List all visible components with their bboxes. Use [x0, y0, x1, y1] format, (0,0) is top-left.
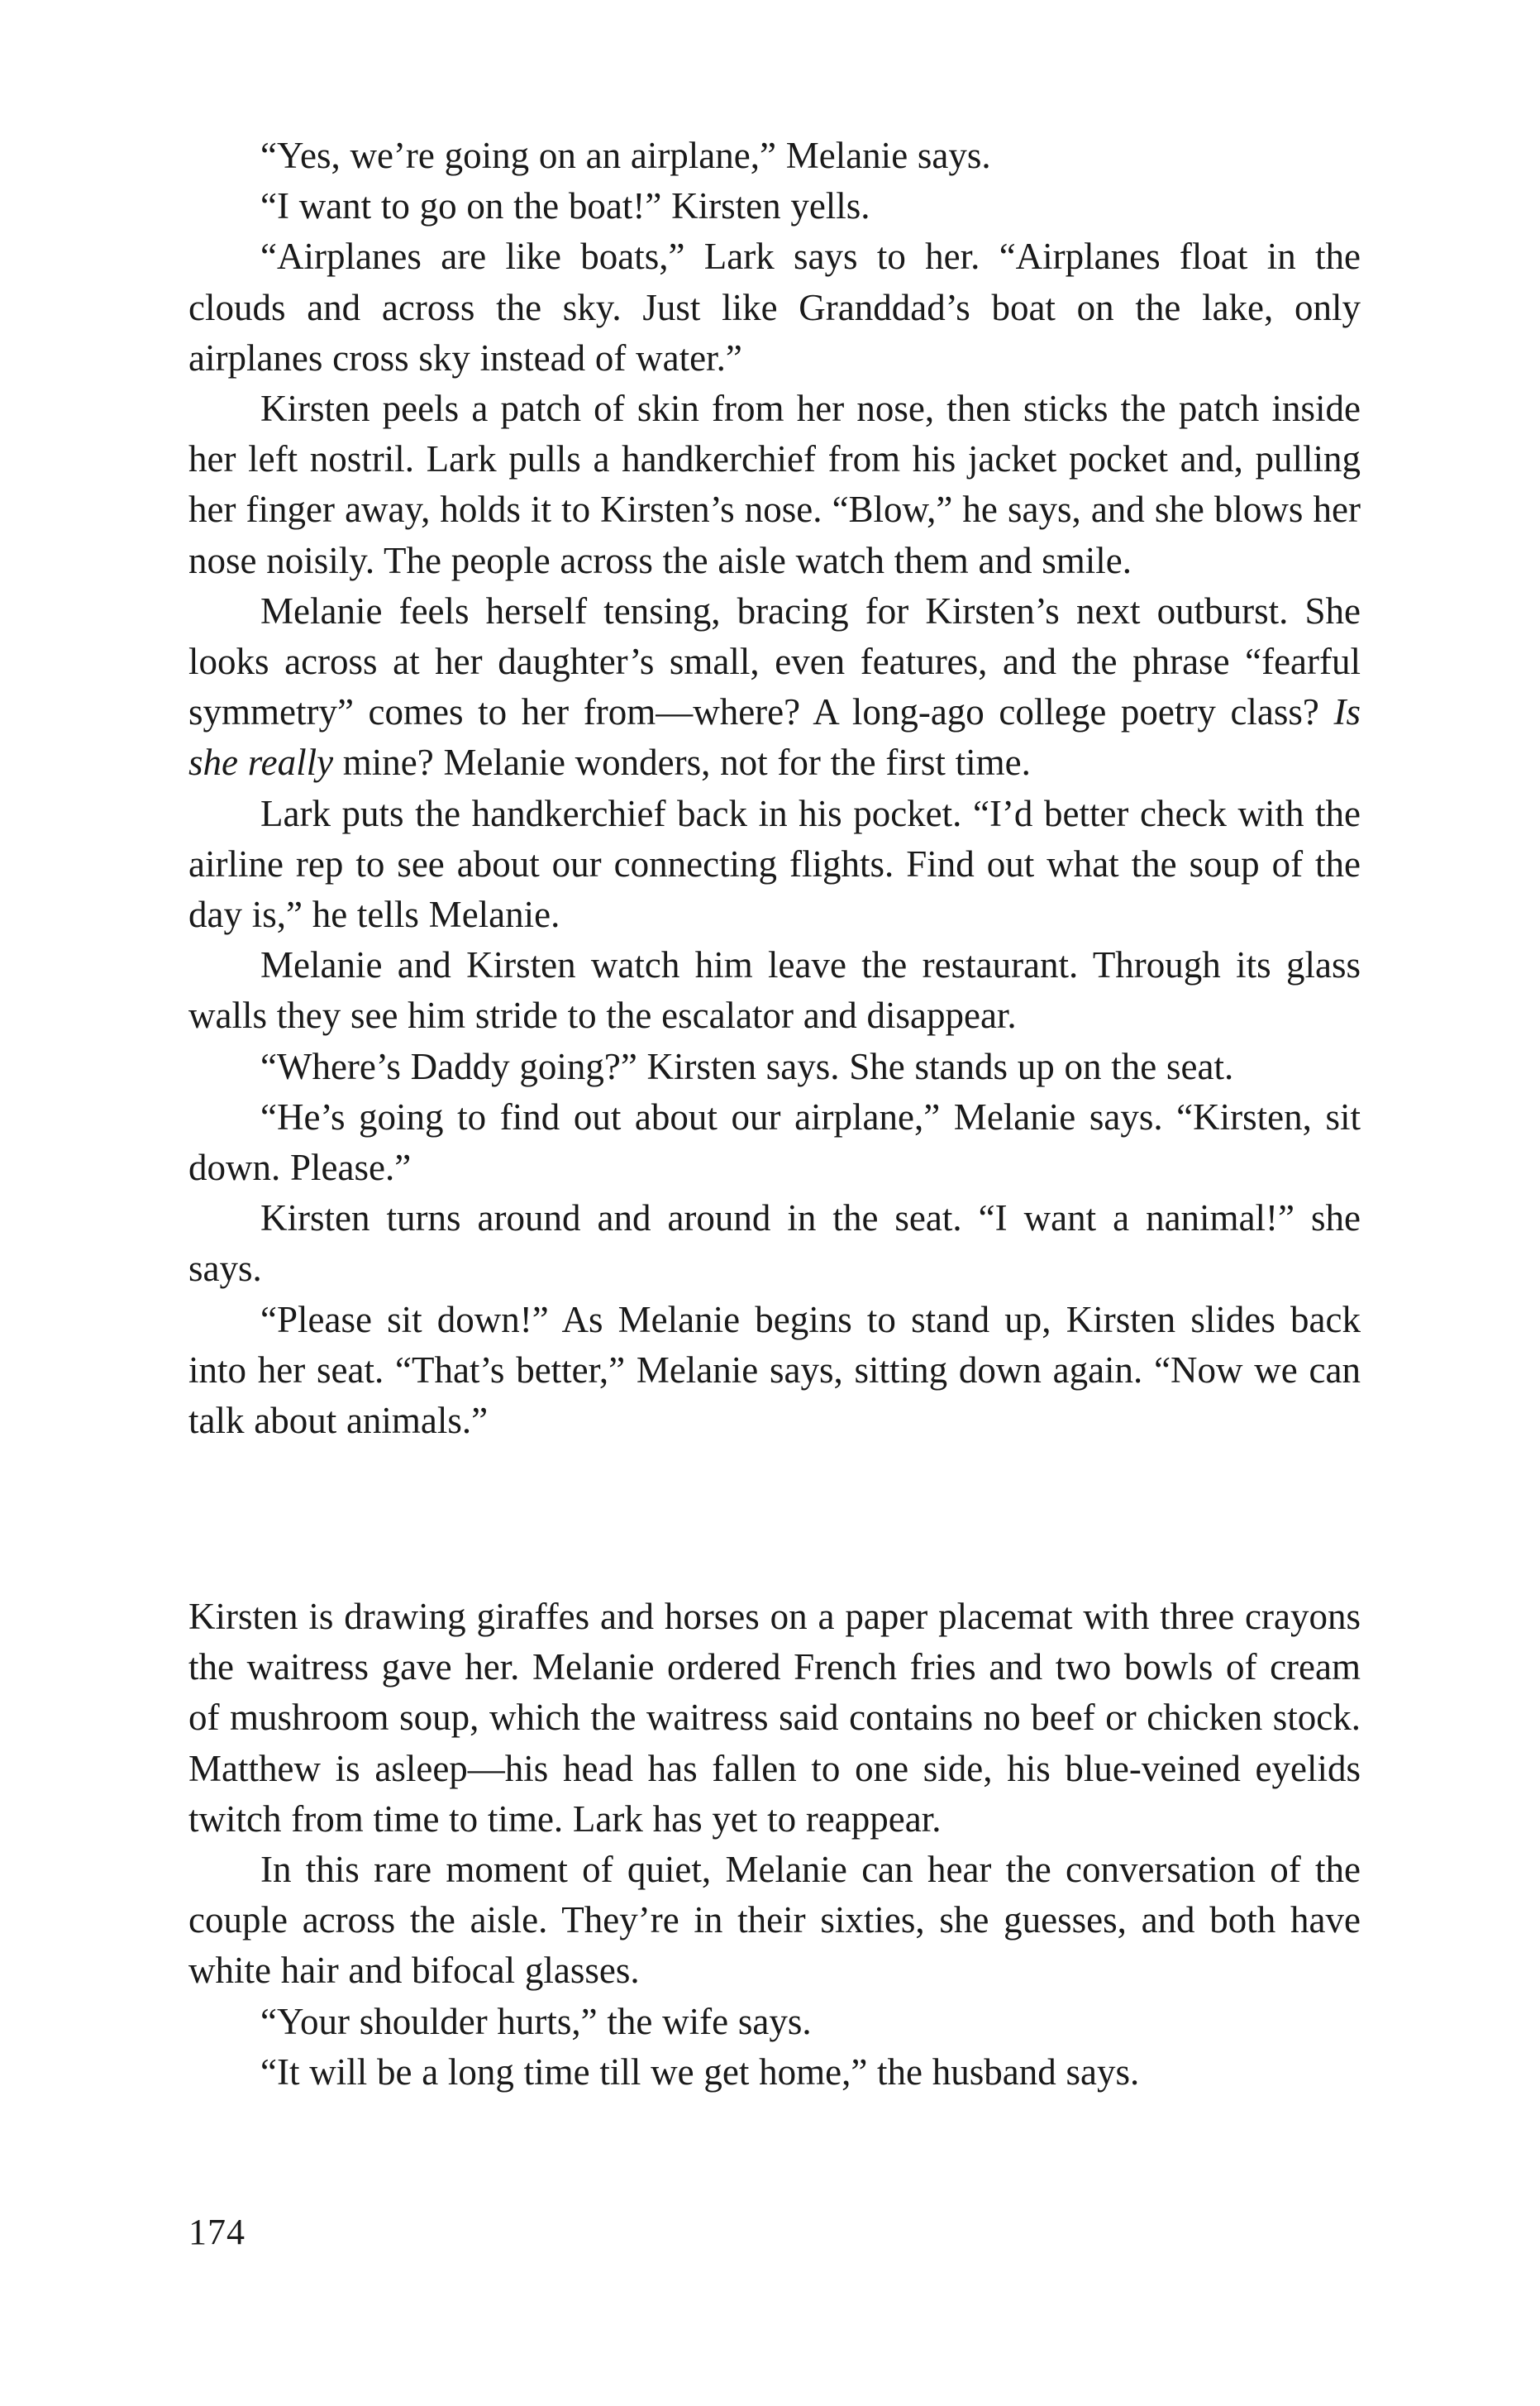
italic-text: Is she: [188, 691, 1361, 784]
paragraph: “Yes, we’re going on an airplane,” Melanie says.: [260, 135, 991, 176]
text-run: Melanie feels herself tensing, bracing for Kirsten’s next outburst. She looks across at her daughter’s small, even features, and the phrase “fearful symmetry” comes to her from—where? A long-ago college poetry class?: [188, 590, 1361, 733]
section-one: [188, 131, 1361, 1446]
paragraph: “I want to go on the boat!” Kirsten yells.: [260, 185, 870, 227]
italic-text: really: [247, 742, 334, 784]
paragraph: “He’s going to find out about our airplane,” Melanie says. “Kirsten, sit down. Please.”: [188, 1096, 1361, 1189]
paragraph: Kirsten peels a patch of skin from her nose, then sticks the patch inside her left nostril. Lark pulls a handkerchief from his jacket pocket and, pulling her finger away, holds it to Kirsten’s nose. “Blow,” he says, and she blows her nose noisily. The people across the aisle watch them and smile.: [188, 388, 1361, 581]
paragraph: “It will be a long time till we get home,” the husband says.: [260, 2050, 1140, 2093]
paragraph: In this rare moment of quiet, Melanie can hear the conversation of the couple across the aisle. They’re in their sixties, she guesses, and both have white hair and bifocal glasses.: [188, 1849, 1361, 1992]
paragraph: Melanie and Kirsten watch him leave the restaurant. Through its glass walls they see him stride to the escalator and disappear.: [188, 944, 1361, 1037]
text-run: mine? Melanie wonders, not for the first time.: [333, 742, 1031, 784]
paragraph: Kirsten is drawing giraffes and horses on a paper placemat with three crayons the waitress gave her. Melanie ordered French fries and two bowls of cream of mushroom soup, which the waitress said contains no beef or chicken stock. Matthew is asleep—his head has fallen to one side, his blue-veined eyelids twitch from time to time. Lark has yet to reappear.: [188, 1596, 1361, 1840]
paragraph: Lark puts the handkerchief back in his pocket. “I’d better check with the airline rep to see about our connecting flights. Find out what the soup of the day is,” he tells Melanie.: [188, 792, 1361, 936]
page-number: 174: [188, 2212, 246, 2252]
paragraph: “Where’s Daddy going?” Kirsten says. She stands up on the seat.: [260, 1045, 1234, 1087]
paragraph: [188, 586, 1361, 789]
paragraph: “Airplanes are like boats,” Lark says to her. “Airplanes float in the clouds and across the sky. Just like Granddad’s boat on the lake, only airplanes cross sky instead of water.”: [188, 236, 1361, 379]
paragraph: “Your shoulder hurts,” the wife says.: [260, 2000, 812, 2042]
paragraph: “Please sit down!” As Melanie begins to stand up, Kirsten slides back into her seat. “That’s better,” Melanie says, sitting down again. “Now we can talk about animals.”: [188, 1298, 1361, 1442]
paragraph: Kirsten turns around and around in the seat. “I want a nanimal!” she says.: [188, 1197, 1361, 1290]
section-two: [188, 1592, 1361, 2098]
